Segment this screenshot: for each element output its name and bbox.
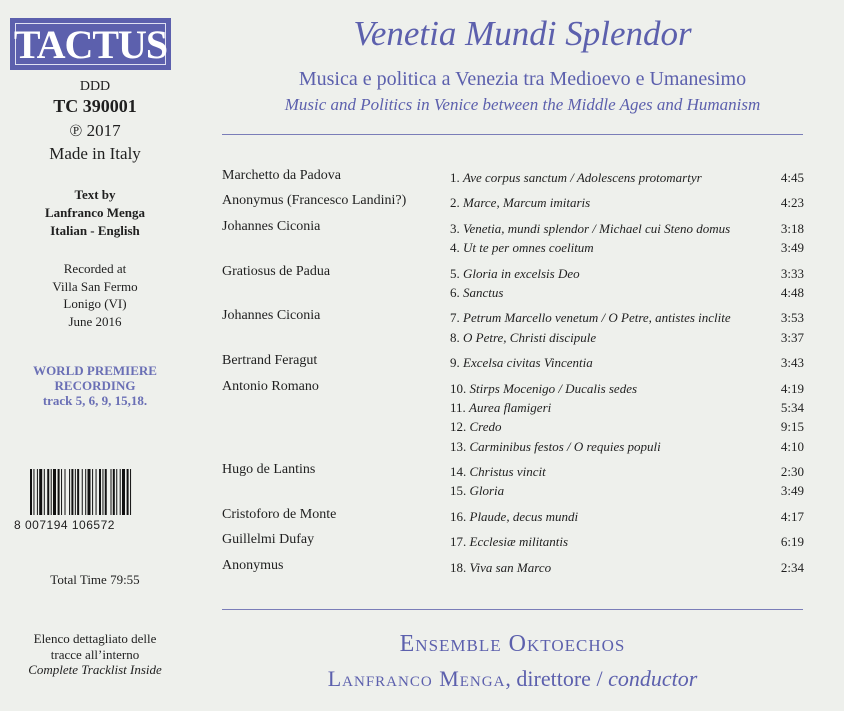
track-entry (450, 330, 596, 346)
track-title: O Petre, Christi discipule (463, 329, 597, 345)
track-row (222, 507, 812, 526)
track-entry (450, 464, 546, 480)
recorded-line-4: June 2016 (68, 313, 122, 329)
barcode-bar (33, 469, 34, 515)
track-row (222, 481, 812, 500)
composer-name: Johannes Ciconia (222, 308, 321, 324)
track-row (222, 238, 812, 257)
track-duration: 4:17 (780, 508, 804, 524)
text-by-label: Text by (74, 187, 116, 202)
track-row (222, 168, 812, 187)
recorded-line-1: Recorded at (63, 261, 127, 276)
barcode-bar (122, 469, 125, 515)
bottom-divider (222, 609, 803, 610)
track-entry (450, 534, 568, 550)
track-duration: 2:34 (780, 559, 804, 575)
copyright-year: ℗ 2017 (69, 121, 121, 140)
track-number: 14. (450, 464, 467, 480)
track-number: 12. (450, 419, 467, 435)
track-number: 15. (450, 483, 467, 499)
track-row (222, 417, 812, 436)
track-row (222, 532, 812, 551)
format-code: DDD (79, 79, 111, 94)
recording-info (0, 260, 190, 330)
barcode-bar (77, 469, 79, 515)
barcode-bar (47, 469, 49, 515)
track-number: 4. (450, 240, 460, 256)
track-entry (450, 221, 730, 237)
track-entry (450, 195, 590, 211)
barcode-bar (85, 469, 86, 515)
track-duration: 3:53 (780, 310, 804, 326)
barcode-bar (116, 469, 117, 515)
subtitle-english: Music and Politics in Venice between the Middle Ages and Humanism (284, 95, 761, 114)
conductor-role-italian: , direttore / (505, 666, 609, 691)
track-number: 9. (450, 355, 460, 371)
track-number: 11. (450, 399, 466, 415)
track-entry (450, 419, 502, 435)
barcode-bar (92, 469, 93, 515)
composer-group (222, 264, 812, 303)
track-entry (450, 266, 580, 282)
track-title: Aurea flamigeri (469, 399, 552, 415)
track-number: 6. (450, 284, 460, 300)
barcode-bar (88, 469, 91, 515)
track-title: Marce, Marcum imitaris (463, 195, 591, 211)
composer-name: Marchetto da Padova (222, 168, 341, 183)
track-duration: 4:10 (780, 438, 804, 454)
track-title: Credo (469, 419, 502, 435)
track-number: 7. (450, 310, 460, 326)
track-duration: 4:45 (780, 170, 804, 185)
top-divider (222, 134, 803, 135)
premiere-line-2: RECORDING (54, 378, 136, 393)
composer-group (222, 219, 812, 258)
barcode-bar (99, 469, 101, 515)
track-duration: 6:19 (780, 534, 804, 550)
track-number: 16. (450, 508, 467, 524)
track-number: 2. (450, 195, 460, 211)
track-entry (450, 170, 702, 186)
composer-name: Bertrand Feragut (222, 353, 318, 369)
track-entry (450, 240, 594, 256)
track-row (222, 558, 812, 577)
track-duration: 4:48 (780, 284, 804, 300)
track-number: 18. (450, 559, 467, 575)
track-row (222, 353, 812, 372)
track-number: 17. (450, 534, 467, 550)
composer-group (222, 308, 812, 347)
logo-text: TACTUS (13, 21, 168, 67)
premiere-line-1: WORLD PREMIERE (33, 363, 157, 378)
barcode-bar (58, 469, 60, 515)
track-title: Ut te per omnes coelitum (463, 240, 594, 256)
track-entry (450, 483, 504, 499)
world-premiere-note (0, 363, 190, 408)
composer-name: Gratiosus de Padua (222, 263, 331, 279)
track-title: Sanctus (463, 284, 504, 300)
track-number: 1. (450, 170, 460, 185)
recorded-line-3: Lonigo (VI) (63, 296, 127, 311)
track-row (222, 283, 812, 302)
conductor-line (222, 666, 803, 692)
track-duration: 3:33 (780, 265, 804, 281)
track-duration: 5:34 (780, 399, 804, 415)
track-title: Excelsa civitas Vincentia (463, 355, 593, 371)
track-number: 13. (450, 438, 467, 454)
track-duration: 3:37 (780, 329, 804, 345)
barcode (30, 469, 158, 515)
track-duration: 3:43 (780, 355, 804, 371)
barcode-bar (61, 469, 62, 515)
text-credit (0, 186, 190, 240)
tracklist-note-line-3: Complete Tracklist Inside (28, 662, 162, 677)
barcode-bar (113, 469, 115, 515)
barcode-number: 8 007194 106572 (14, 518, 115, 532)
composer-group (222, 462, 812, 501)
barcode-bar (65, 469, 66, 515)
composer-group (222, 558, 812, 577)
tactus-logo (10, 18, 171, 70)
recorded-line-2: Villa San Fermo (52, 278, 138, 294)
track-title: Petrum Marcello venetum / O Petre, antistes inclite (463, 310, 731, 326)
track-title: Ave corpus sanctum / Adolescens protomartyr (463, 170, 702, 185)
barcode-bar (127, 469, 129, 515)
composer-name: Anonymus (Francesco Landini?) (222, 193, 407, 209)
track-number: 5. (450, 265, 460, 281)
barcode-bar (30, 469, 32, 515)
track-number: 10. (450, 380, 467, 396)
premiere-line-3: track 5, 6, 9, 15,18. (42, 393, 148, 408)
barcode-bar (102, 469, 103, 515)
track-title: Gloria in excelsis Deo (463, 265, 580, 281)
track-entry (450, 355, 593, 371)
text-languages: Italian - English (50, 223, 140, 238)
barcode-bar (96, 469, 97, 515)
track-row (222, 264, 812, 283)
track-row (222, 462, 812, 481)
track-title: Stirps Mocenigo / Ducalis sedes (469, 380, 638, 396)
composer-name: Hugo de Lantins (222, 462, 316, 478)
left-panel (0, 0, 190, 711)
track-entry (450, 285, 503, 301)
tracklist-note (0, 631, 190, 678)
subtitle-italian: Musica e politica a Venezia tra Medioevo e Umanesimo (298, 68, 747, 90)
composer-group (222, 353, 812, 372)
track-entry (450, 560, 551, 576)
composer-name: Antonio Romano (222, 378, 319, 394)
barcode-bar (39, 469, 42, 515)
track-entry (450, 381, 637, 397)
album-title: Venetia Mundi Splendor (353, 14, 692, 53)
barcode-bar (44, 469, 45, 515)
track-entry (450, 310, 731, 326)
track-row (222, 437, 812, 456)
barcode-bar (111, 469, 112, 515)
track-duration: 4:19 (780, 380, 804, 396)
track-entry (450, 439, 661, 455)
track-row (222, 219, 812, 238)
track-row (222, 193, 812, 212)
tracklist-note-line-2: tracce all’interno (50, 646, 140, 662)
conductor-role-english: conductor (608, 666, 698, 691)
made-in: Made in Italy (49, 144, 141, 163)
barcode-bar (75, 469, 76, 515)
track-entry (450, 400, 551, 416)
track-duration: 9:15 (780, 419, 804, 435)
composer-group (222, 507, 812, 526)
total-time: Total Time 79:55 (50, 572, 140, 587)
track-number: 3. (450, 220, 460, 236)
track-duration: 4:23 (780, 195, 804, 211)
track-number: 8. (450, 329, 460, 345)
barcode-bar (53, 469, 56, 515)
barcode-bar (120, 469, 121, 515)
composer-name: Anonymus (222, 557, 284, 573)
composer-name: Guillelmi Dufay (222, 532, 315, 548)
barcode-bar (105, 469, 107, 515)
track-row (222, 308, 812, 327)
track-title: Carminibus festos / O requies populi (469, 438, 661, 454)
track-title: Christus vincit (469, 464, 546, 480)
barcode-bar (71, 469, 73, 515)
track-title: Ecclesiæ militantis (469, 534, 569, 550)
track-entry (450, 509, 578, 525)
track-title: Venetia, mundi splendor / Michael cui Steno domus (463, 220, 731, 236)
ensemble-name: Ensemble Oktoechos (399, 631, 626, 657)
track-row (222, 379, 812, 398)
composer-group (222, 379, 812, 457)
composer-group (222, 193, 812, 212)
barcode-bar (37, 469, 38, 515)
composer-name: Johannes Ciconia (222, 218, 321, 234)
track-row (222, 398, 812, 417)
text-author: Lanfranco Menga (44, 205, 146, 220)
barcode-bar (69, 469, 70, 515)
barcode-bar (51, 469, 52, 515)
track-title: Plaude, decus mundi (469, 508, 579, 524)
track-duration: 2:30 (780, 464, 804, 480)
catalog-number: TC 390001 (53, 96, 137, 116)
composer-group (222, 532, 812, 551)
track-row (222, 328, 812, 347)
tracklist-note-line-1: Elenco dettagliato delle (33, 631, 157, 646)
barcode-bar (130, 469, 131, 515)
track-title: Gloria (469, 483, 505, 499)
track-title: Viva san Marco (469, 559, 552, 575)
conductor-name: Lanfranco Menga (327, 666, 506, 691)
track-duration: 3:49 (780, 240, 804, 256)
composer-name: Cristoforo de Monte (222, 506, 337, 522)
track-duration: 3:18 (780, 220, 804, 236)
track-duration: 3:49 (780, 483, 804, 499)
barcode-bar (82, 469, 83, 515)
tracklist (222, 168, 812, 583)
composer-group (222, 168, 812, 187)
